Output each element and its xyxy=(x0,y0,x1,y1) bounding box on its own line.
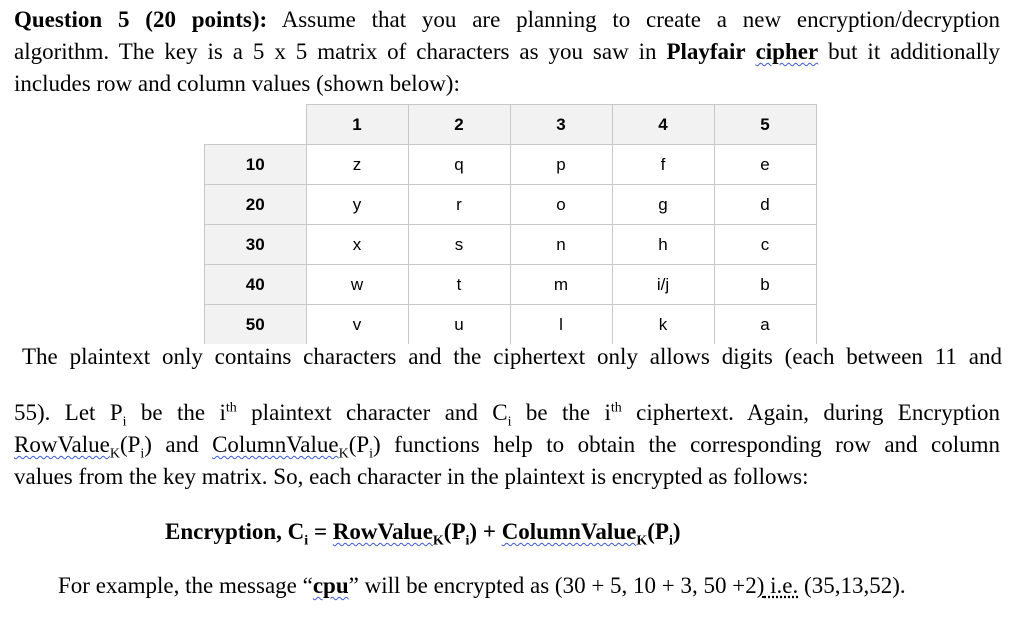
matrix-row xyxy=(205,185,817,225)
matrix-cell: r xyxy=(408,185,510,225)
intro-line-1 xyxy=(14,4,1000,36)
definitions-paragraph xyxy=(14,397,1000,493)
text: be the i xyxy=(511,400,611,425)
subscript: i xyxy=(122,414,127,430)
matrix-cell: a xyxy=(714,305,816,345)
para3-line-2 xyxy=(14,429,1000,461)
matrix-cell: c xyxy=(714,225,816,265)
cipher-word: cipher xyxy=(755,39,819,64)
encryption-formula xyxy=(165,516,681,548)
intro-text-b: but it additionally xyxy=(818,39,1001,64)
formula-columnvalue xyxy=(501,519,648,549)
row-value-cell: 30 xyxy=(205,225,307,265)
matrix-cell: o xyxy=(510,185,612,225)
matrix-cell: w xyxy=(306,265,408,305)
rowvalue-function xyxy=(14,432,120,462)
key-matrix-table xyxy=(204,104,817,344)
row-value-cell: 50 xyxy=(205,305,307,345)
text: (P xyxy=(119,432,141,457)
subscript: K xyxy=(109,446,120,462)
intro-space xyxy=(746,39,756,64)
matrix-cell: b xyxy=(714,265,816,305)
text: plaintext character and C xyxy=(236,400,508,425)
text: + xyxy=(477,519,502,544)
matrix-cell: q xyxy=(408,145,510,185)
matrix-cell: e xyxy=(714,145,816,185)
text: ) xyxy=(469,519,478,544)
example-word: cpu xyxy=(312,573,349,598)
columnvalue-function xyxy=(212,432,349,462)
matrix-row xyxy=(205,145,817,185)
subscript: i xyxy=(465,533,470,549)
intro-line-3: includes row and column values (shown below): xyxy=(14,71,460,96)
intro-text-a: algorithm. The key is a 5 x 5 matrix of characters as you saw in xyxy=(14,39,667,64)
text: ) xyxy=(756,573,765,598)
row-value-cell: 20 xyxy=(205,185,307,225)
matrix-cell: u xyxy=(408,305,510,345)
para3-line-3: values from the key matrix. So, each character in the plaintext is encrypted as follows: xyxy=(14,464,809,489)
text: For example, the message “ xyxy=(58,573,313,598)
column-header: 2 xyxy=(408,105,510,145)
text: ciphertext. Again, during Encryption xyxy=(621,400,1000,425)
column-header: 3 xyxy=(510,105,612,145)
matrix-cell: i/j xyxy=(612,265,714,305)
matrix-cell: k xyxy=(612,305,714,345)
matrix-row xyxy=(205,225,817,265)
text: (P xyxy=(443,519,466,544)
text: (35,13,52). xyxy=(798,573,906,598)
text: ) functions help to obtain the corresponding row and column xyxy=(373,432,1000,457)
matrix-cell: v xyxy=(306,305,408,345)
matrix-cell: y xyxy=(306,185,408,225)
text: ” will be encrypted as (30 + 5, 10 + 3, 50 +2 xyxy=(348,573,757,598)
question-label: Question 5 (20 points): xyxy=(14,7,268,32)
matrix-cell: x xyxy=(306,225,408,265)
matrix-cell: h xyxy=(612,225,714,265)
matrix-cell: z xyxy=(306,145,408,185)
subscript: K xyxy=(636,533,648,549)
text: RowValue xyxy=(14,432,110,457)
formula-label: Encryption, C xyxy=(165,519,305,544)
row-value-cell: 10 xyxy=(205,145,307,185)
text: ColumnValue xyxy=(501,519,637,544)
text: (P xyxy=(348,432,370,457)
column-header: 4 xyxy=(612,105,714,145)
subscript: K xyxy=(432,533,444,549)
column-header: 1 xyxy=(306,105,408,145)
text: 55). Let P xyxy=(14,400,123,425)
question-intro xyxy=(14,4,1000,100)
para3-line-1 xyxy=(14,397,1000,429)
example-sentence xyxy=(58,570,906,602)
ie-abbrev: i.e. xyxy=(764,573,799,598)
superscript: th xyxy=(610,400,622,416)
subscript: K xyxy=(338,446,349,462)
formula-rowvalue xyxy=(332,519,444,549)
text: ) xyxy=(672,519,681,544)
matrix-cell: f xyxy=(612,145,714,185)
intro-text: Assume that you are planning to create a new encryption/decryption xyxy=(267,7,1000,32)
matrix-cell: m xyxy=(510,265,612,305)
text: = xyxy=(308,519,333,544)
text: (P xyxy=(647,519,669,544)
subscript: i xyxy=(140,446,145,462)
plaintext-ciphertext-note: The plaintext only contains characters and the ciphertext only allows digits (each between 11 and xyxy=(22,344,1002,369)
text: ColumnValue xyxy=(212,432,339,457)
matrix-cell: n xyxy=(510,225,612,265)
matrix-cell: p xyxy=(510,145,612,185)
matrix-row xyxy=(205,265,817,305)
matrix-cell: g xyxy=(612,185,714,225)
subscript: i xyxy=(304,533,309,549)
corner-cell xyxy=(205,105,307,145)
subscript: i xyxy=(668,533,673,549)
subscript: i xyxy=(507,414,512,430)
key-matrix-body xyxy=(205,105,817,345)
subscript: i xyxy=(369,446,374,462)
matrix-cell: l xyxy=(510,305,612,345)
matrix-cell: d xyxy=(714,185,816,225)
superscript: th xyxy=(225,400,237,416)
playfair-word: Playfair xyxy=(666,39,746,64)
text: ) and xyxy=(144,432,213,457)
column-header-row xyxy=(205,105,817,145)
text: RowValue xyxy=(332,519,433,544)
row-value-cell: 40 xyxy=(205,265,307,305)
text: be the i xyxy=(126,400,226,425)
matrix-cell: t xyxy=(408,265,510,305)
matrix-row xyxy=(205,305,817,345)
intro-line-2 xyxy=(14,36,1000,68)
matrix-cell: s xyxy=(408,225,510,265)
column-header: 5 xyxy=(714,105,816,145)
